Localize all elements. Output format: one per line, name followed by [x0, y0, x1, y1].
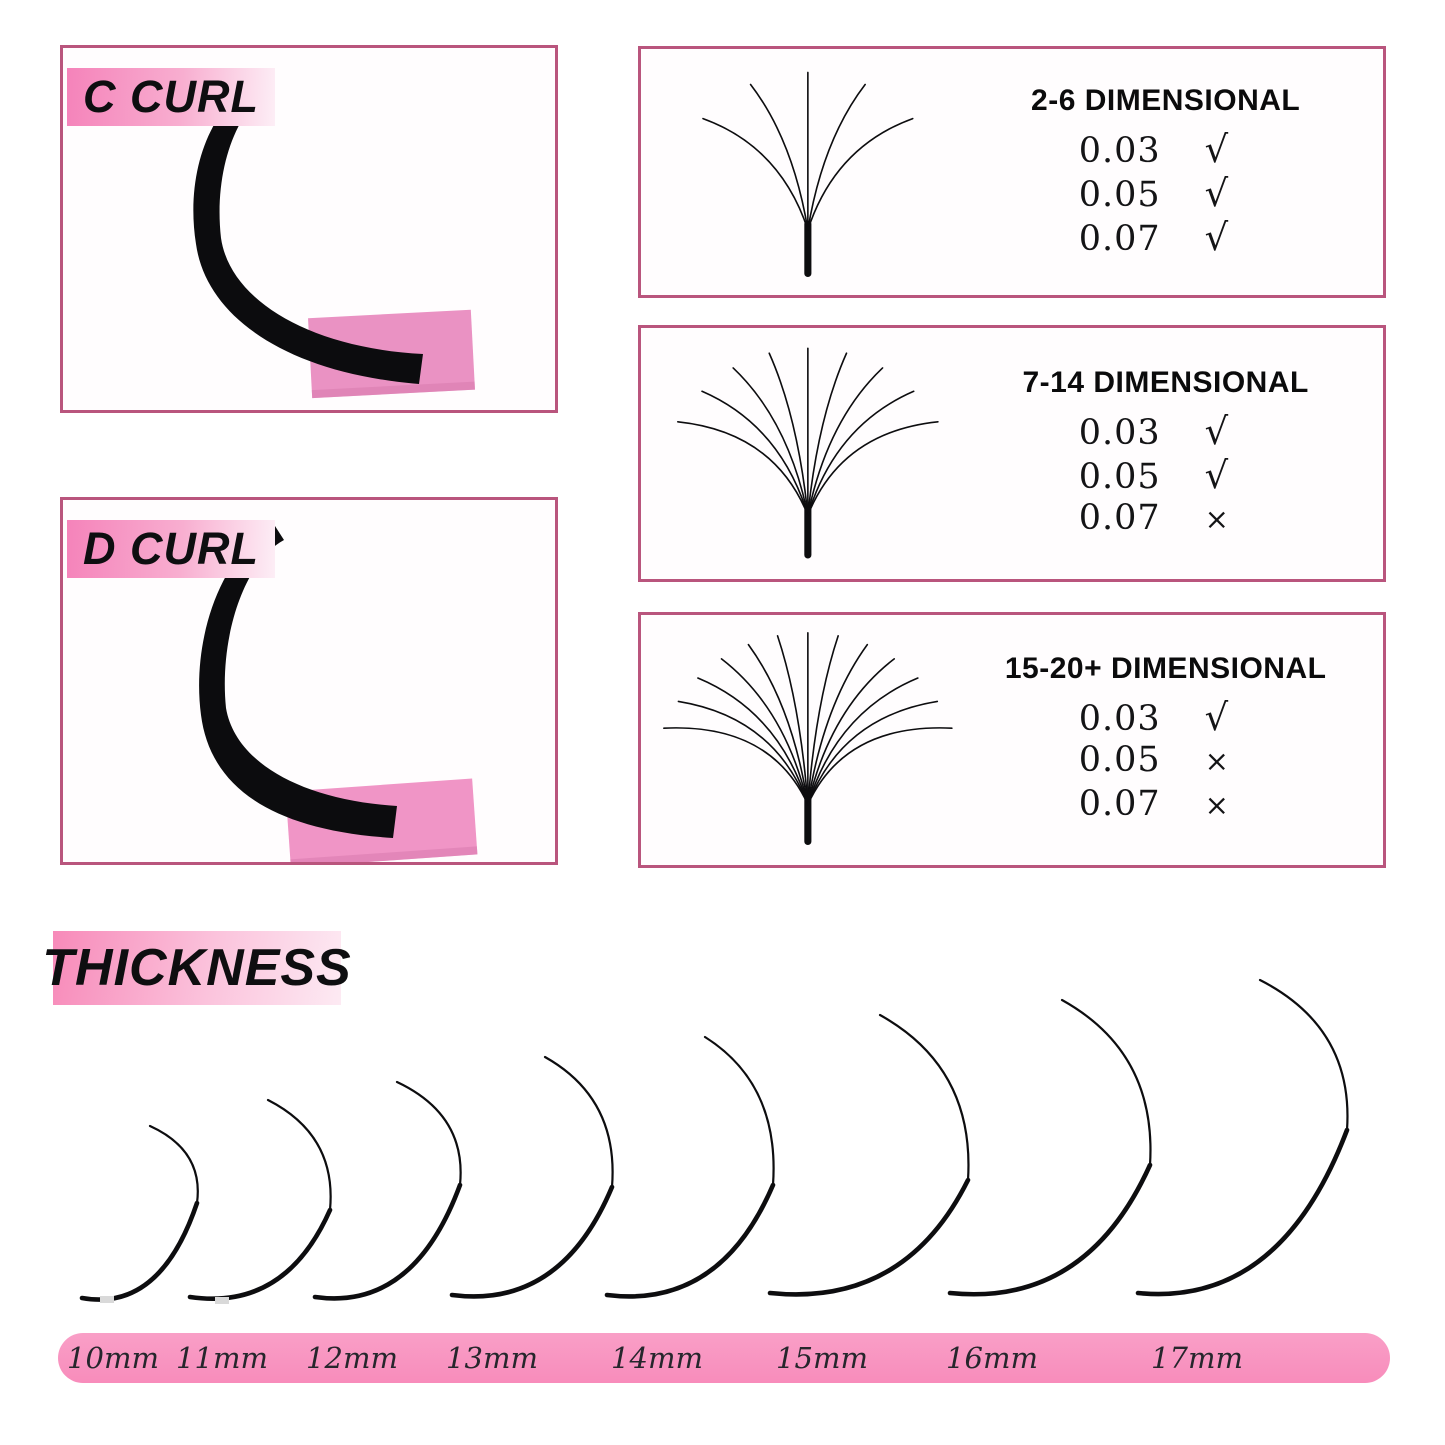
size-row: [1057, 128, 1275, 172]
d-curl-card: [60, 497, 558, 865]
dimension-title: 2-6 DIMENSIONAL: [1031, 84, 1301, 117]
dimension-title: 15-20+ DIMENSIONAL: [1004, 652, 1327, 685]
availability-mark: √: [1204, 172, 1229, 215]
availability-mark: √: [1204, 128, 1229, 171]
thickness-title-box: [42, 931, 352, 1005]
length-label: 17mm: [1151, 1341, 1243, 1375]
availability-mark: √: [1204, 409, 1229, 453]
dimension-title: 7-14 DIMENSIONAL: [1022, 365, 1309, 399]
lash-stroke: [1138, 1130, 1347, 1294]
tape-speck: [100, 1296, 114, 1303]
c-curl-card: [60, 45, 558, 413]
size-value: 0.03: [1078, 699, 1161, 739]
size-row: [1057, 454, 1275, 498]
size-value: 0.03: [1078, 131, 1161, 171]
size-row: [1057, 498, 1275, 542]
availability-mark: √: [1204, 216, 1229, 259]
lash-stroke: [808, 701, 937, 804]
lash-stroke: [808, 391, 914, 515]
lash-stroke: [268, 1100, 331, 1210]
lash-stroke: [698, 678, 808, 804]
lash-stroke: [82, 1203, 197, 1300]
c-curl-label: C CURL: [67, 68, 275, 126]
availability-mark: ×: [1204, 788, 1229, 822]
length-bar: [58, 1333, 1390, 1383]
lash-stroke: [1260, 980, 1347, 1130]
lash-stroke: [190, 1210, 330, 1299]
lash-stroke: [452, 1187, 612, 1296]
availability-mark: √: [1204, 696, 1229, 739]
size-value: 0.07: [1078, 784, 1161, 824]
size-value: 0.07: [1078, 219, 1161, 259]
lash-stroke: [880, 1015, 968, 1180]
length-label: 12mm: [306, 1341, 398, 1375]
lash-stroke: [315, 1185, 460, 1298]
size-row: [1057, 740, 1275, 784]
lash-stroke: [545, 1057, 613, 1187]
fan-wrap: [641, 328, 982, 579]
lash-stroke: [702, 391, 808, 515]
availability-mark: ×: [1204, 744, 1229, 778]
size-row: [1057, 410, 1275, 454]
size-row: [1057, 784, 1275, 828]
size-value: 0.05: [1078, 740, 1161, 780]
lash-stroke: [607, 1185, 773, 1296]
size-value: 0.05: [1078, 456, 1161, 497]
fan-wrap: [641, 49, 982, 295]
lash-stroke: [950, 1165, 1150, 1294]
lash-stroke: [1062, 1000, 1150, 1165]
size-row: [1057, 696, 1275, 740]
thickness-title: THICKNESS: [42, 939, 352, 997]
dimension-card-2-6: [638, 46, 1386, 298]
d-curl-label: D CURL: [67, 520, 275, 578]
length-label: 11mm: [176, 1341, 268, 1375]
lash-stroke: [703, 119, 808, 230]
fan-wrap: [641, 615, 982, 865]
dimension-card-15-20: [638, 612, 1386, 868]
lash-stroke: [150, 1126, 198, 1203]
length-label: 14mm: [611, 1341, 703, 1375]
lash-stroke: [678, 701, 807, 804]
lash-stroke: [808, 119, 913, 230]
length-label: 10mm: [67, 1341, 159, 1375]
availability-mark: √: [1204, 453, 1229, 497]
availability-mark: ×: [1204, 501, 1229, 536]
length-label: 16mm: [946, 1341, 1038, 1375]
lash-stroke: [808, 678, 918, 804]
size-value: 0.07: [1078, 497, 1161, 538]
length-label: 13mm: [446, 1341, 538, 1375]
lash-fan-icon: [641, 615, 982, 865]
lash-fan-icon: [641, 49, 982, 295]
lash-stroke: [770, 1180, 968, 1294]
lash-stroke: [397, 1082, 461, 1185]
length-label: 15mm: [776, 1341, 868, 1375]
size-value: 0.03: [1078, 412, 1161, 453]
lash-stroke: [705, 1037, 774, 1185]
tape-speck: [215, 1297, 229, 1304]
dimension-card-7-14: [638, 325, 1386, 582]
size-row: [1057, 172, 1275, 216]
size-value: 0.05: [1078, 175, 1161, 215]
size-row: [1057, 216, 1275, 260]
lash-fan-icon: [641, 328, 982, 579]
